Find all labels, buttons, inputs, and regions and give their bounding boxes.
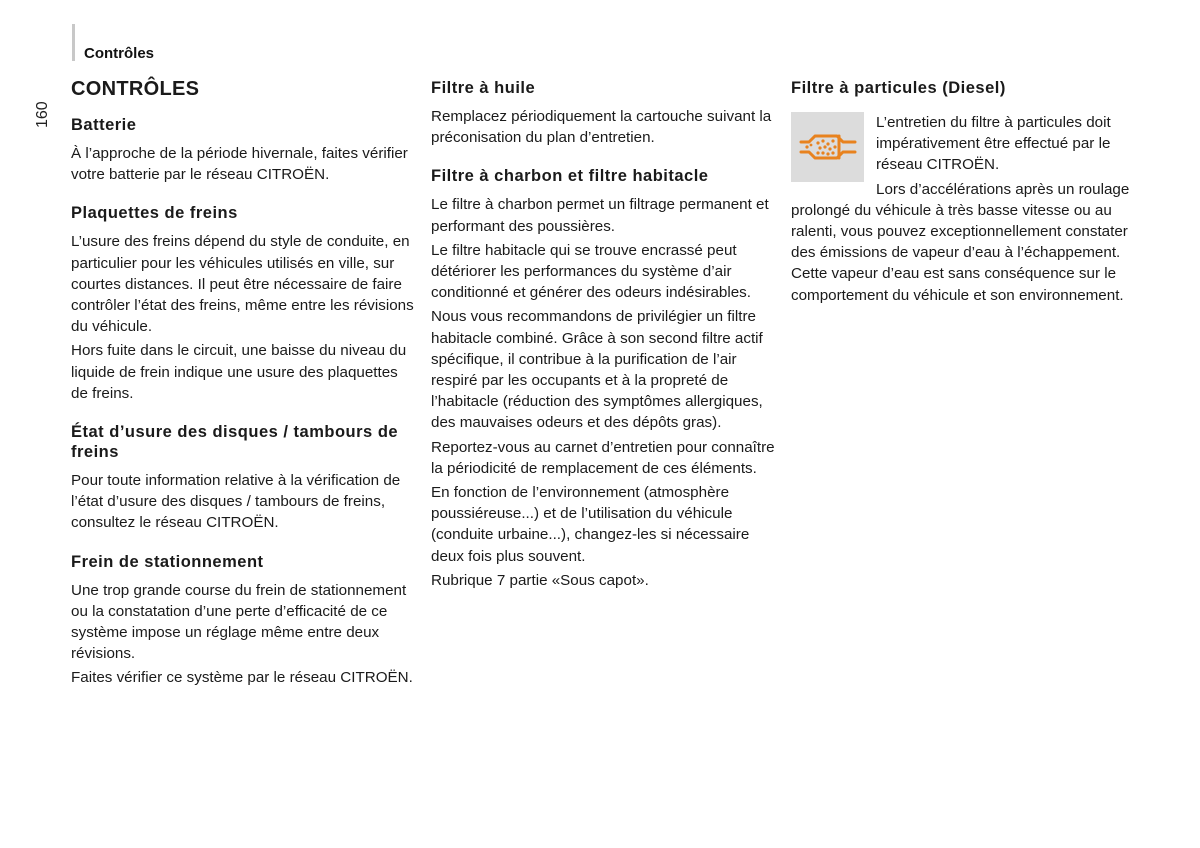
section-batterie xyxy=(71,115,416,185)
paragraph-continued: Lors d’accélérations après un roulage prolongé du véhicule à très basse vitesse ou au ralenti, vous pouvez exceptionnellement constater des émissions de vapeur d’eau à l’échappement. Cette vapeur d’eau est sans conséquence sur le comportement du véhicule et son environnement. xyxy=(791,180,1130,304)
section-huile xyxy=(431,78,776,148)
section-marker-bar xyxy=(72,24,75,61)
page-number: 160 xyxy=(34,101,51,128)
paragraph: Pour toute information relative à la vérification de l’état d’usure des disques / tambours de freins, consultez le réseau CITROËN. xyxy=(71,472,401,532)
paragraph: À l’approche de la période hivernale, faites vérifier votre batterie par le réseau CITROËN. xyxy=(71,145,408,184)
particle-filter-icon xyxy=(791,112,864,182)
paragraph: Hors fuite dans le circuit, une baisse du niveau du liquide de frein indique une usure des plaquettes de freins. xyxy=(71,342,407,402)
paragraph: Le filtre à charbon permet un filtrage permanent et performant des poussières. xyxy=(431,196,769,235)
heading-batterie: Batterie xyxy=(71,116,137,134)
column-2 xyxy=(431,76,776,609)
paragraph: Le filtre habitacle qui se trouve encrassé peut détériorer les performances du système d’air conditionné et générer des odeurs indésirables. xyxy=(431,241,751,302)
paragraph: En fonction de l’environnement (atmosphère poussiéreuse...) et de l’utilisation du véhicule (conduite urbaine...), changez-les si nécessaire deux fois plus souvent. xyxy=(431,484,750,565)
heading-huile: Filtre à huile xyxy=(431,79,536,97)
section-label: Contrôles xyxy=(84,45,155,62)
heading-particules: Filtre à particules (Diesel) xyxy=(791,79,1006,97)
section-particules xyxy=(791,112,1136,306)
section-plaquettes xyxy=(71,203,416,404)
column-3 xyxy=(791,76,1136,309)
section-stationnement xyxy=(71,552,416,689)
section-charbon xyxy=(431,166,776,591)
paragraph: Faites vérifier ce système par le réseau CITROËN. xyxy=(71,669,413,687)
heading-disques: État d’usure des disques / tambours de freins xyxy=(71,423,399,462)
paragraph: Reportez-vous au carnet d’entretien pour connaître la périodicité de remplacement de ces éléments. xyxy=(431,438,775,477)
heading-charbon: Filtre à charbon et filtre habitacle xyxy=(431,167,709,186)
paragraph: Remplacez périodiquement la cartouche suivant la préconisation du plan d’entretien. xyxy=(431,108,772,147)
section-disques xyxy=(71,422,416,534)
paragraph: L’usure des freins dépend du style de conduite, en particulier pour les véhicules utilisés en ville, sur courtes distances. Il peut être nécessaire de faire contrôler l’état des freins, même entre les révisions du véhicule. xyxy=(71,233,414,336)
paragraph: Une trop grande course du frein de stationnement ou la constatation d’une perte d’efficacité de ce système impose un réglage même entre deux révisions. xyxy=(71,581,407,663)
column-1 xyxy=(71,76,416,707)
paragraph: Rubrique 7 partie «Sous capot». xyxy=(431,571,649,589)
heading-plaquettes: Plaquettes de freins xyxy=(71,204,238,223)
heading-stationnement: Frein de stationnement xyxy=(71,552,264,571)
page-title: CONTRÔLES xyxy=(71,78,200,100)
paragraph: L’entretien du filtre à particules doit impérativement être effectué par le réseau CITROËN. xyxy=(876,114,1111,174)
paragraph: Nous vous recommandons de privilégier un filtre habitacle combiné. Grâce à son second filtre actif spécifique, il contribue à la purification de l’air respiré par les occupants et à la propreté de l’habitacle (réduction des symptômes allergiques, des mauvaises odeurs et des dépôts gras). xyxy=(431,308,763,432)
